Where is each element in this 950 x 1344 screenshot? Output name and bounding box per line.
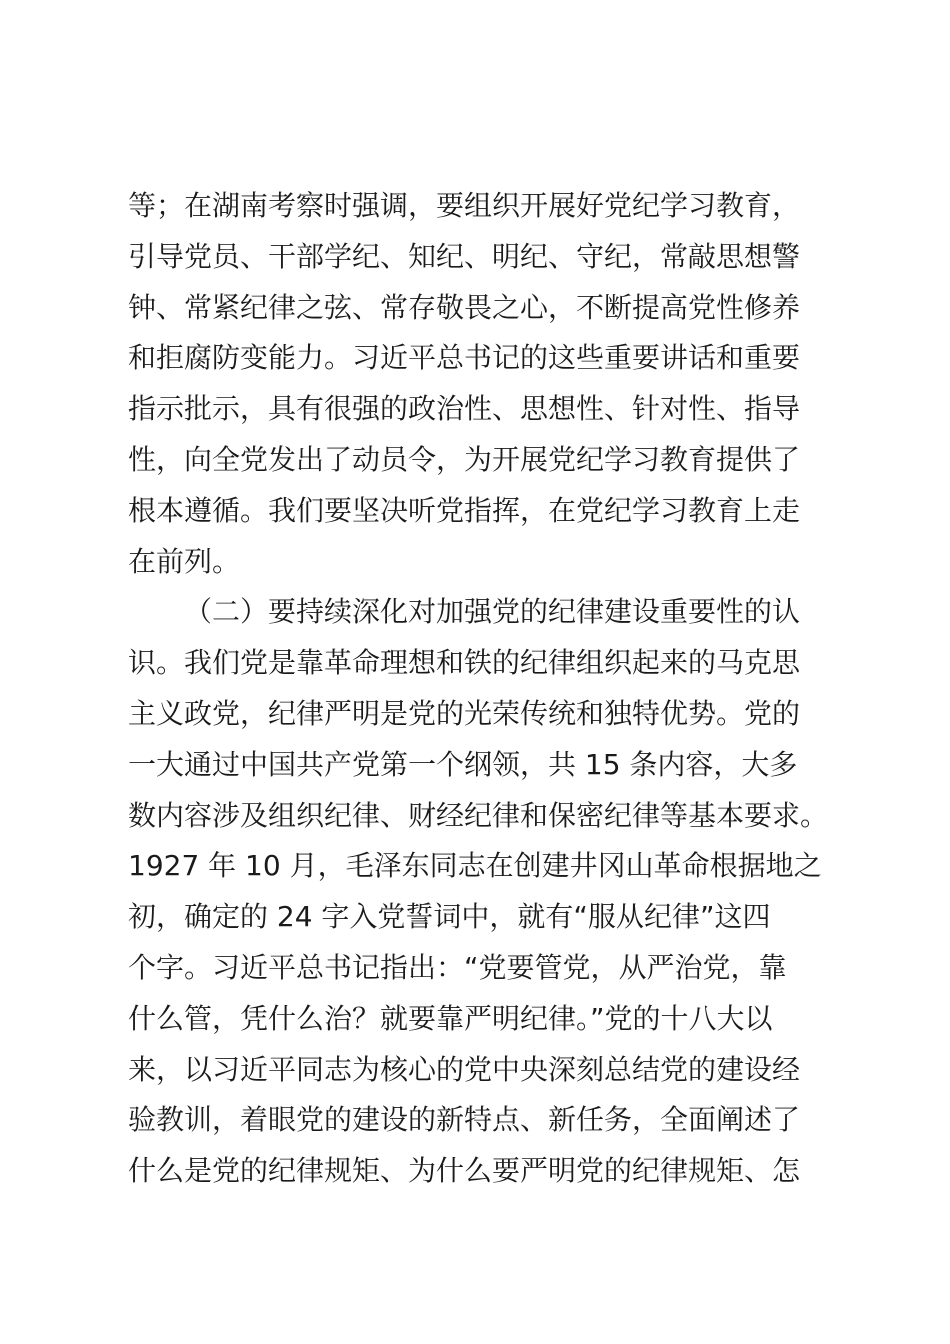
text-line: 性，向全党发出了动员令，为开展党纪学习教育提供了 xyxy=(128,442,801,476)
text-line: 钟、常紧纪律之弦、常存敬畏之心，不断提高党性修养 xyxy=(128,290,801,324)
text-line: 和拒腐防变能力。习近平总书记的这些重要讲话和重要 xyxy=(128,341,801,375)
text-line: 来，以习近平同志为核心的党中央深刻总结党的建设经 xyxy=(128,1052,801,1086)
body-text xyxy=(128,181,838,1197)
text-line: 1927 年 10 月，毛泽东同志在创建井冈山革命根据地之 xyxy=(128,849,822,883)
text-line: 识。我们党是靠革命理想和铁的纪律组织起来的马克思 xyxy=(128,646,801,680)
text-line: 初，确定的 24 字入党誓词中，就有“服从纪律”这四 xyxy=(128,900,771,934)
text-line: 主义政党，纪律严明是党的光荣传统和独特优势。党的 xyxy=(128,696,801,730)
text-line: 数内容涉及组织纪律、财经纪律和保密纪律等基本要求。 xyxy=(128,798,829,832)
text-line: 验教训，着眼党的建设的新特点、新任务，全面阐述了 xyxy=(128,1103,801,1137)
text-line: 根本遵循。我们要坚决听党指挥，在党纪学习教育上走 xyxy=(128,493,801,527)
text-line: 等；在湖南考察时强调，要组织开展好党纪学习教育， xyxy=(128,189,801,222)
text-line: 指示批示，具有很强的政治性、思想性、针对性、指导 xyxy=(128,392,801,426)
text-line: 什么管，凭什么治？就要靠严明纪律。”党的十八大以 xyxy=(128,1001,773,1035)
text-line: 一大通过中国共产党第一个纲领，共 15 条内容，大多 xyxy=(128,747,798,781)
text-line: 在前列。 xyxy=(128,544,241,578)
text-line: 引导党员、干部学纪、知纪、明纪、守纪，常敲思想警 xyxy=(128,239,801,273)
section-heading-line: （二）要持续深化对加强党的纪律建设重要性的认 xyxy=(184,595,801,629)
text-line: 什么是党的纪律规矩、为什么要严明党的纪律规矩、怎 xyxy=(128,1154,801,1188)
text-line: 个字。习近平总书记指出：“党要管党，从严治党，靠 xyxy=(128,950,787,984)
